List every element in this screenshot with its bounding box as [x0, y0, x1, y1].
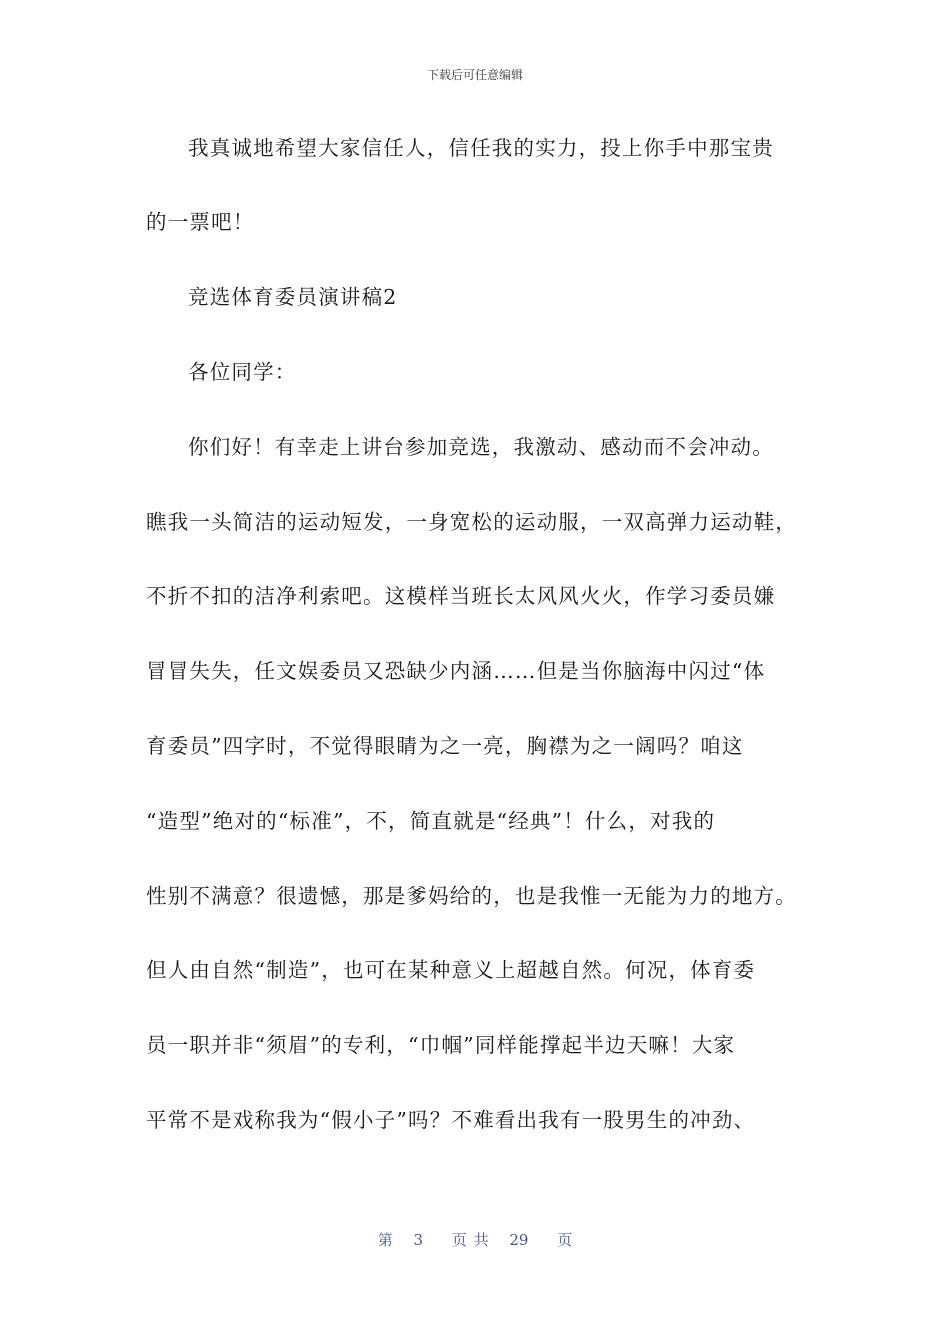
- body-line: 的一票吧！: [146, 210, 255, 234]
- page-suffix: 页 共: [451, 1231, 489, 1249]
- total-pages: 29: [509, 1231, 529, 1249]
- body-line: 瞧我一头简洁的运动短发，一身宽松的运动服，一双高弹力运动鞋，: [146, 510, 797, 534]
- total-suffix: 页: [557, 1231, 573, 1249]
- body-line: 你们好！有幸走上讲台参加竞选，我激动、感动而不会冲动。: [188, 435, 774, 459]
- page-label: 第: [377, 1231, 393, 1249]
- body-line: 但人由自然“制造”，也可在某种意义上超越自然。何况，体育委: [146, 958, 756, 982]
- body-line: 育委员”四字时，不觉得眼睛为之一亮，胸襟为之一阔吗？咱这: [146, 734, 744, 758]
- page-header: 下载后可任意编辑: [426, 68, 523, 82]
- body-line: 冒冒失失，任文娱委员又恐缺少内涵……但是当你脑海中闪过“体: [146, 659, 766, 683]
- body-line: 员一职并非“须眉”的专利，“巾帼”同样能撑起半边天嘛！大家: [146, 1033, 736, 1057]
- section-title: 竞选体育委员演讲稿2: [188, 285, 398, 309]
- body-line: “造型”绝对的“标准”，不，简直就是“经典”！什么，对我的: [146, 809, 716, 833]
- body-line: 不折不扣的洁净利索吧。这模样当班长太风风火火，作学习委员嫌: [146, 584, 776, 608]
- body-line: 平常不是戏称我为“假小子”吗？不难看出我有一股男生的冲劲、: [146, 1108, 756, 1132]
- page-number: 3: [413, 1231, 424, 1249]
- page-footer: [0, 1229, 950, 1250]
- greeting-line: 各位同学：: [188, 360, 297, 384]
- body-line: 我真诚地希望大家信任人，信任我的实力，投上你手中那宝贵: [188, 136, 774, 160]
- body-line: 性别不满意？很遗憾，那是爹妈给的，也是我惟一无能为力的地方。: [146, 884, 797, 908]
